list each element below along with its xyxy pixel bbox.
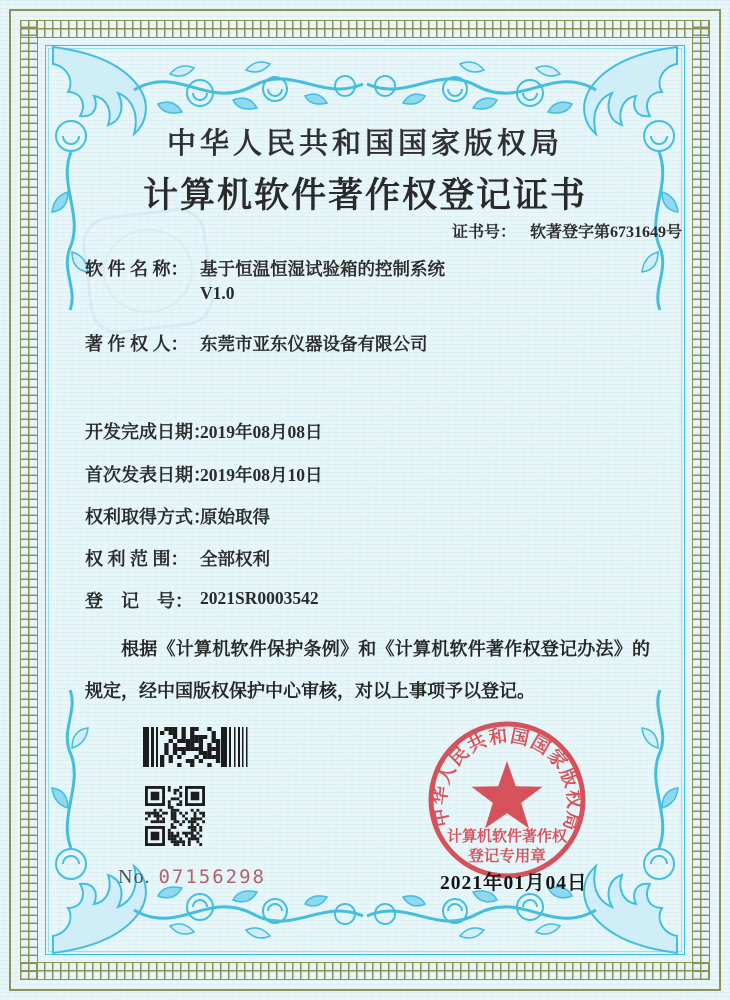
field-label-first-publish-date: 首次发表日期： xyxy=(85,465,211,485)
field-label-dev-complete-date: 开发完成日期： xyxy=(85,422,211,442)
field-label-copyright-owner: 著 作 权 人： xyxy=(85,334,189,354)
barcode-2d xyxy=(143,727,250,767)
greek-key-border-right xyxy=(692,20,710,980)
seal-star-icon xyxy=(472,761,543,828)
scroll-tail-bottom-left xyxy=(44,688,94,888)
serial-number xyxy=(118,866,266,889)
issue-date: 2021年01月04日 xyxy=(440,873,588,894)
greek-key-border-bottom xyxy=(20,962,710,980)
seal-text-line2: 登记专用章 xyxy=(468,848,546,865)
field-label-registration-number: 登 记 号： xyxy=(85,591,193,611)
certificate-number xyxy=(452,219,682,242)
field-value-first-publish-date: 2019年08月10日 xyxy=(200,465,323,485)
field-label-rights-scope: 权 利 范 围： xyxy=(85,549,189,569)
seal-text-line1: 计算机软件著作权 xyxy=(446,829,568,845)
authority-name: 中华人民共和国国家版权局 xyxy=(166,128,563,160)
field-label-software-name: 软 件 名 称： xyxy=(85,259,189,279)
field-value-software-name: 基于恒温恒湿试验箱的控制系统 xyxy=(200,259,445,279)
field-value-registration-number: 2021SR0003542 xyxy=(200,588,319,608)
field-value-rights-acquisition: 原始取得 xyxy=(200,507,270,527)
field-label-rights-acquisition: 权利取得方式： xyxy=(85,507,211,527)
certificate-number-value: 软著登字第6731649号 xyxy=(530,224,683,241)
certificate-title: 计算机软件著作权登记证书 xyxy=(142,176,587,215)
certificate-number-label: 证书号： xyxy=(452,224,517,241)
serial-number-prefix: No. xyxy=(118,866,151,888)
field-value-copyright-owner: 东莞市亚东仪器设备有限公司 xyxy=(200,334,428,354)
field-value-rights-scope: 全部权利 xyxy=(200,549,270,569)
seal-ring-text: 中华人民共和国国家版权局 xyxy=(430,726,584,834)
field-value-software-version: V1.0 xyxy=(200,283,235,303)
field-value-dev-complete-date: 2019年08月08日 xyxy=(200,422,323,442)
registration-statement: 根据《计算机软件保护条例》和《计算机软件著作权登记办法》的规定，经中国版权保护中心审核，对以上事项予以登记。 xyxy=(85,639,650,701)
scroll-tail-bottom-right xyxy=(636,688,686,888)
serial-number-value: 07156298 xyxy=(158,866,266,888)
qr-code xyxy=(145,786,205,846)
greek-key-border-top xyxy=(20,20,710,38)
greek-key-border-left xyxy=(20,20,38,980)
